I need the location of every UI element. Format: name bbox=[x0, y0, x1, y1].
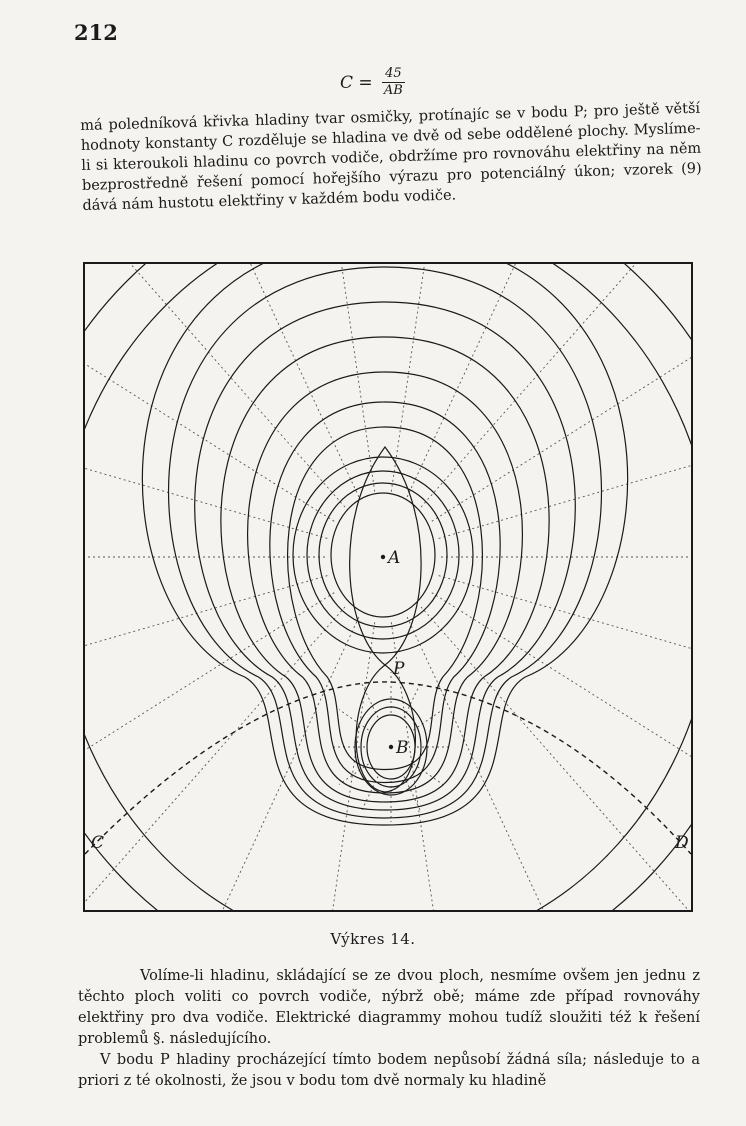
diagram-svg bbox=[83, 262, 693, 912]
label-b: B bbox=[396, 738, 409, 758]
paragraph-top: má poledníková křivka hladiny tvar osmičky, protínajíc se v bodu P; pro ještě větší hodnoty konstanty C rozděluje se hladina ve dvě od sebe oddělené plochy. Myslíme-li si kteroukoli hladinu co povrch vodiče, obdržíme pro rovnováhu elektřiny na něm bezprostředně řešení pomocí hořejšího výrazu pro potenciálný úkon; vzorek (9) dává nám hustotu elektřiny v každém bodu vodiče. bbox=[80, 100, 702, 214]
figure-equipotential-diagram bbox=[83, 262, 693, 912]
equipotential-curves bbox=[83, 262, 693, 912]
formula bbox=[340, 66, 405, 99]
label-c: C bbox=[91, 833, 105, 853]
field-line-a-7 bbox=[167, 617, 359, 912]
formula-fraction bbox=[382, 66, 405, 99]
curve-outer-6 bbox=[142, 262, 627, 825]
field-line-a-18 bbox=[407, 262, 599, 497]
field-line-a-8 bbox=[83, 607, 345, 912]
label-p: P bbox=[393, 659, 405, 679]
label-a: A bbox=[388, 548, 401, 568]
formula-lhs: C = bbox=[340, 72, 373, 93]
field-line-b-7 bbox=[339, 710, 368, 731]
field-line-b-11 bbox=[414, 710, 443, 731]
point-a-dot bbox=[381, 555, 385, 559]
label-d: D bbox=[675, 833, 689, 853]
field-line-a-21 bbox=[439, 410, 693, 538]
field-line-a-15 bbox=[167, 262, 359, 497]
field-line-a-14 bbox=[83, 262, 345, 507]
paragraph-three: V bodu P hladiny procházející tímto bodem nepůsobí žádná síla; následuje to a priori z té okolnosti, že jsou v bodu tom dvě normaly ku hladině bbox=[78, 1052, 700, 1089]
formula-denominator: AB bbox=[383, 83, 403, 98]
paragraph-bottom bbox=[78, 966, 700, 1092]
field-line-a-3 bbox=[421, 607, 693, 912]
paragraph-two: Volíme-li hladinu, skládající se ze dvou ploch, nesmíme ovšem jen jednu z těchto ploch voliti co povrch vodiče, nýbrž obě; máme zde případ rovnováhy elektřiny pro dva vodiče. Elektrické diagrammy mohou tudíž sloužiti též k řešení problemů §. následujícího. bbox=[78, 968, 700, 1047]
curve-outer-5 bbox=[169, 267, 602, 818]
figure-caption: Výkres 14. bbox=[330, 930, 416, 948]
formula-numerator: 45 bbox=[382, 66, 405, 83]
field-line-a-16 bbox=[309, 262, 375, 492]
field-line-a-9 bbox=[83, 593, 334, 838]
point-b-dot bbox=[389, 745, 393, 749]
field-line-a-13 bbox=[83, 276, 334, 521]
page-number: 212 bbox=[74, 20, 118, 45]
curve-outer-4 bbox=[195, 302, 576, 810]
field-line-a-20 bbox=[432, 276, 693, 521]
